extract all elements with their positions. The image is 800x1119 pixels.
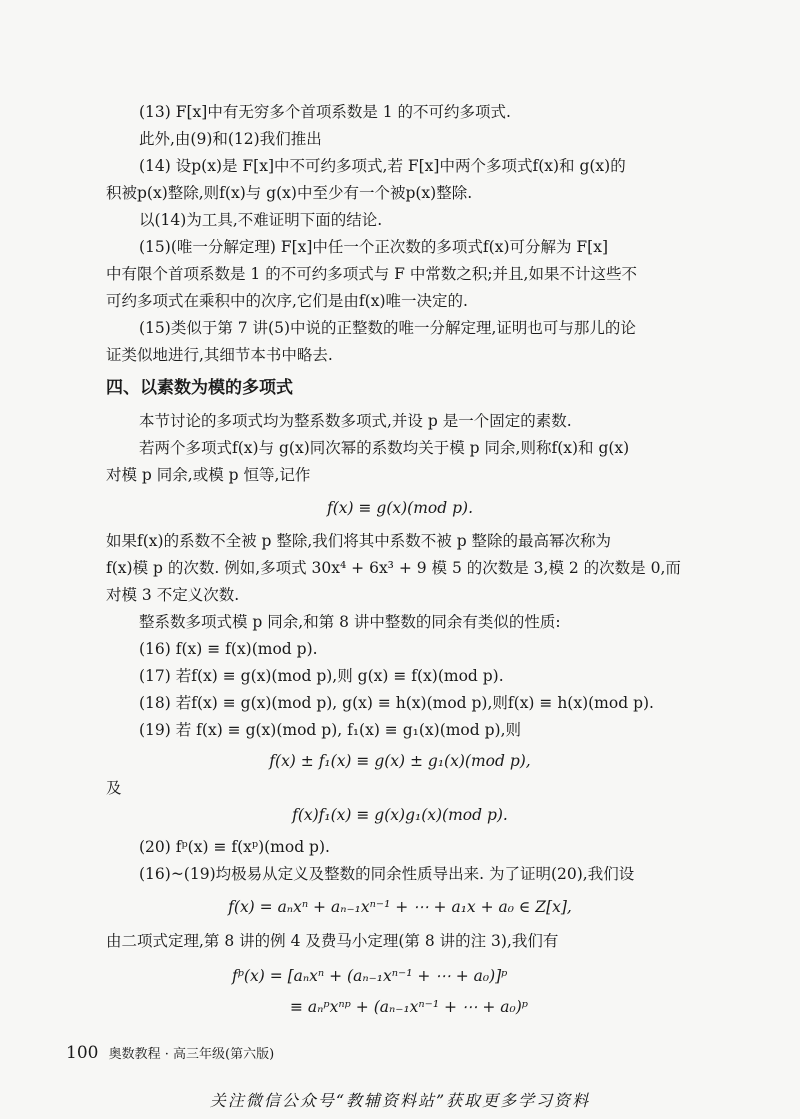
paragraph-line: 中有限个首项系数是 1 的不可约多项式与 F 中常数之积;并且,如果不计这些不 [106, 265, 637, 283]
equation: f(x) ≡ g(x)(mod p). [327, 499, 473, 517]
paragraph-line: f(x)模 p 的次数. 例如,多项式 30x⁴ + 6x³ + 9 模 5 的次数是 3,模 2 的次数是 0,而 [106, 559, 681, 577]
section-heading: 四、以素数为模的多项式 [106, 378, 293, 398]
paragraph-line: 本节讨论的多项式均为整系数多项式,并设 p 是一个固定的素数. [139, 412, 572, 430]
paragraph-line: 证类似地进行,其细节本书中略去. [106, 346, 333, 364]
page-number: 100 [66, 1043, 99, 1063]
paragraph-line: 如果f(x)的系数不全被 p 整除,我们将其中系数不被 p 整除的最高幂次称为 [106, 532, 612, 550]
paragraph-line: 对模 3 不定义次数. [106, 586, 240, 604]
watermark: 关注微信公众号“教辅资料站”获取更多学习资料 [209, 1091, 591, 1110]
paragraph-line: (13) F[x]中有无穷多个首项系数是 1 的不可约多项式. [139, 103, 511, 121]
paragraph-line: 积被p(x)整除,则f(x)与 g(x)中至少有一个被p(x)整除. [106, 184, 473, 202]
theorem-line: (15)(唯一分解定理) F[x]中任一个正次数的多项式f(x)可分解为 F[x] [139, 238, 609, 256]
equation: ≡ aₙᵖxⁿᵖ + (aₙ₋₁xⁿ⁻¹ + ⋯ + a₀)ᵖ [290, 998, 528, 1016]
paragraph-line: (14) 设p(x)是 F[x]中不可约多项式,若 F[x]中两个多项式f(x)和 g(x)的 [139, 157, 626, 175]
paragraph-line: 可约多项式在乘积中的次序,它们是由f(x)唯一决定的. [106, 292, 468, 310]
paragraph-line: 整系数多项式模 p 同余,和第 8 讲中整数的同余有类似的性质: [139, 613, 561, 631]
paragraph-line: 由二项式定理,第 8 讲的例 4 及费马小定理(第 8 讲的注 3),我们有 [106, 932, 559, 950]
property-line: (17) 若f(x) ≡ g(x)(mod p),则 g(x) ≡ f(x)(mod p). [139, 667, 504, 685]
property-line: (18) 若f(x) ≡ g(x)(mod p), g(x) ≡ h(x)(mod p),则f(x) ≡ h(x)(mod p). [139, 694, 654, 712]
equation: f(x) ± f₁(x) ≡ g(x) ± g₁(x)(mod p), [269, 752, 531, 770]
equation: f(x) = aₙxⁿ + aₙ₋₁xⁿ⁻¹ + ⋯ + a₁x + a₀ ∈ Z[x], [228, 898, 572, 916]
paragraph-line: 以(14)为工具,不难证明下面的结论. [139, 211, 383, 229]
property-line: (16) f(x) ≡ f(x)(mod p). [139, 640, 318, 658]
paragraph-line: 及 [106, 779, 122, 797]
paragraph-line: 对模 p 同余,或模 p 恒等,记作 [106, 466, 311, 484]
paragraph-line: (15)类似于第 7 讲(5)中说的正整数的唯一分解定理,证明也可与那儿的论 [139, 319, 636, 337]
paragraph-line: 此外,由(9)和(12)我们推出 [139, 130, 322, 148]
page-footer [66, 1044, 274, 1064]
property-line: (20) fᵖ(x) ≡ f(xᵖ)(mod p). [139, 838, 330, 856]
property-line: (19) 若 f(x) ≡ g(x)(mod p), f₁(x) ≡ g₁(x)(mod p),则 [139, 721, 522, 739]
book-title: 奥数教程 · 高三年级(第六版) [108, 1047, 275, 1062]
paragraph-line: (16)~(19)均极易从定义及整数的同余性质导出来. 为了证明(20),我们设 [139, 865, 635, 883]
equation: f(x)f₁(x) ≡ g(x)g₁(x)(mod p). [292, 806, 508, 824]
equation: fᵖ(x) = [aₙxⁿ + (aₙ₋₁xⁿ⁻¹ + ⋯ + a₀)]ᵖ [232, 967, 508, 985]
paragraph-line: 若两个多项式f(x)与 g(x)同次幂的系数均关于模 p 同余,则称f(x)和 g(x) [139, 439, 630, 457]
